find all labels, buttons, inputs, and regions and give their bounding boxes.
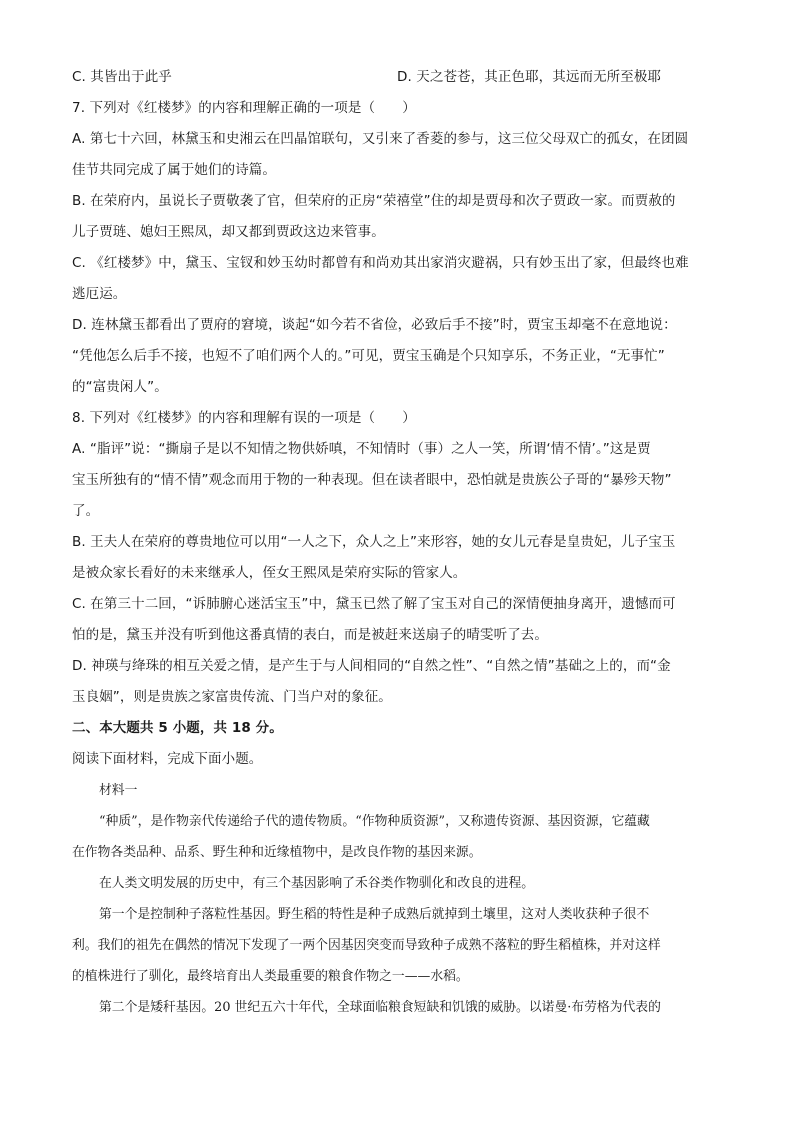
q7-option-d-line1[interactable]: D. 连林黛玉都看出了贾府的窘境，谈起“如今若不省俭，必致后手不接”时，贾宝玉却毫不在意地说： xyxy=(72,317,677,333)
q8-option-a-line2[interactable]: 宝玉所独有的“情不情”观念而用于物的一种表现。但在读者眼中，恐怕就是贵族公子哥的“暴殄天物” xyxy=(72,472,672,488)
q7-option-b-line1[interactable]: B. 在荣府内，虽说长子贾敬袭了官，但荣府的正房“荣禧堂”住的却是贾母和次子贾政一家。而贾赦的 xyxy=(72,193,676,209)
material-para4-line1: 第二个是矮秆基因。20 世纪五六十年代，全球面临粮食短缺和饥饿的威胁。以诺曼·布劳格为代表的 xyxy=(99,1000,661,1015)
material-para3-line1: 第一个是控制种子落粒性基因。野生稻的特性是种子成熟后就掉到土壤里，这对人类收获种子很不 xyxy=(99,907,650,922)
material-title: 材料一 xyxy=(99,783,138,798)
q7-option-a-line1[interactable]: A. 第七十六回，林黛玉和史湘云在凹晶馆联句，又引来了香菱的参与，这三位父母双亡的孤女，在团圆 xyxy=(72,131,689,147)
material-para1-line1: “种质”，是作物亲代传递给子代的遗传物质。“作物种质资源”，又称遗传资源、基因资源，它蕴藏 xyxy=(99,814,650,829)
q7-option-c-line2[interactable]: 逃厄运。 xyxy=(72,286,127,302)
q7-option-b-line2[interactable]: 儿子贾琏、媳妇王熙凤，却又都到贾政这边来管事。 xyxy=(72,224,385,240)
q7-option-a-line2[interactable]: 佳节共同完成了属于她们的诗篇。 xyxy=(72,162,276,178)
q6-options-row xyxy=(72,62,732,93)
document-page xyxy=(72,62,732,1023)
material-para1-line2: 在作物各类品种、品系、野生种和近缘植物中，是改良作物的基因来源。 xyxy=(72,845,482,860)
q8-option-c-line1[interactable]: C. 在第三十二回，“诉肺腑心迷活宝玉”中，黛玉已然了解了宝玉对自己的深情便抽身离开，遗憾而可 xyxy=(72,596,676,612)
q8-option-b-line2[interactable]: 是被众家长看好的未来继承人，侄女王熙凤是荣府实际的管家人。 xyxy=(72,565,467,581)
section-heading: 二、本大题共 5 小题，共 18 分。 xyxy=(72,720,283,736)
q8-option-d-line2[interactable]: 玉良姻”，则是贵族之家富贵传流、门当户对的象征。 xyxy=(72,689,392,705)
q7-option-d-line3[interactable]: 的“富贵闲人”。 xyxy=(72,379,168,395)
q6-option-c[interactable]: C. 其皆出于此乎 xyxy=(72,69,172,85)
q7-option-c-line1[interactable]: C. 《红楼梦》中，黛玉、宝钗和妙玉幼时都曾有和尚劝其出家消灾避祸，只有妙玉出了家，但最终也难 xyxy=(72,255,689,271)
q6-option-d[interactable]: D. 天之苍苍，其正色耶，其远而无所至极耶 xyxy=(397,69,662,85)
q8-option-a-line3[interactable]: 了。 xyxy=(72,503,100,519)
material-para2: 在人类文明发展的历史中，有三个基因影响了禾谷类作物驯化和改良的进程。 xyxy=(99,876,535,891)
q8-option-d-line1[interactable]: D. 神瑛与绛珠的相互关爱之情，是产生于与人间相同的“自然之性”、“自然之情”基础之上的，而“金 xyxy=(72,658,671,674)
q8-option-a-line1[interactable]: A. “脂评”说：“撕扇子是以不知情之物供娇嗔，不知情时（事）之人一笑，所谓‘情不情’。”这是贾 xyxy=(72,441,651,457)
material-para3-line3: 的植株进行了驯化，最终培育出人类最重要的粮食作物之一——水稻。 xyxy=(72,969,469,984)
material-para3-line2: 利。我们的祖先在偶然的情况下发现了一两个因基因突变而导致种子成熟不落粒的野生稻植株，并对这样 xyxy=(72,938,661,953)
q7-stem: 7. 下列对《红楼梦》的内容和理解正确的一项是（ ） xyxy=(72,100,416,116)
q8-stem: 8. 下列对《红楼梦》的内容和理解有误的一项是（ ） xyxy=(72,410,416,426)
q8-option-b-line1[interactable]: B. 王夫人在荣府的尊贵地位可以用“一人之下，众人之上”来形容，她的女儿元春是皇贵妃，儿子宝玉 xyxy=(72,534,676,550)
section-instruction: 阅读下面材料，完成下面小题。 xyxy=(72,751,263,767)
q8-option-c-line2[interactable]: 怕的是，黛玉并没有听到他这番真情的表白，而是被赶来送扇子的晴雯听了去。 xyxy=(72,627,548,643)
q7-option-d-line2[interactable]: “凭他怎么后手不接，也短不了咱们两个人的。”可见，贾宝玉确是个只知享乐，不务正业，“无事忙” xyxy=(72,348,665,364)
